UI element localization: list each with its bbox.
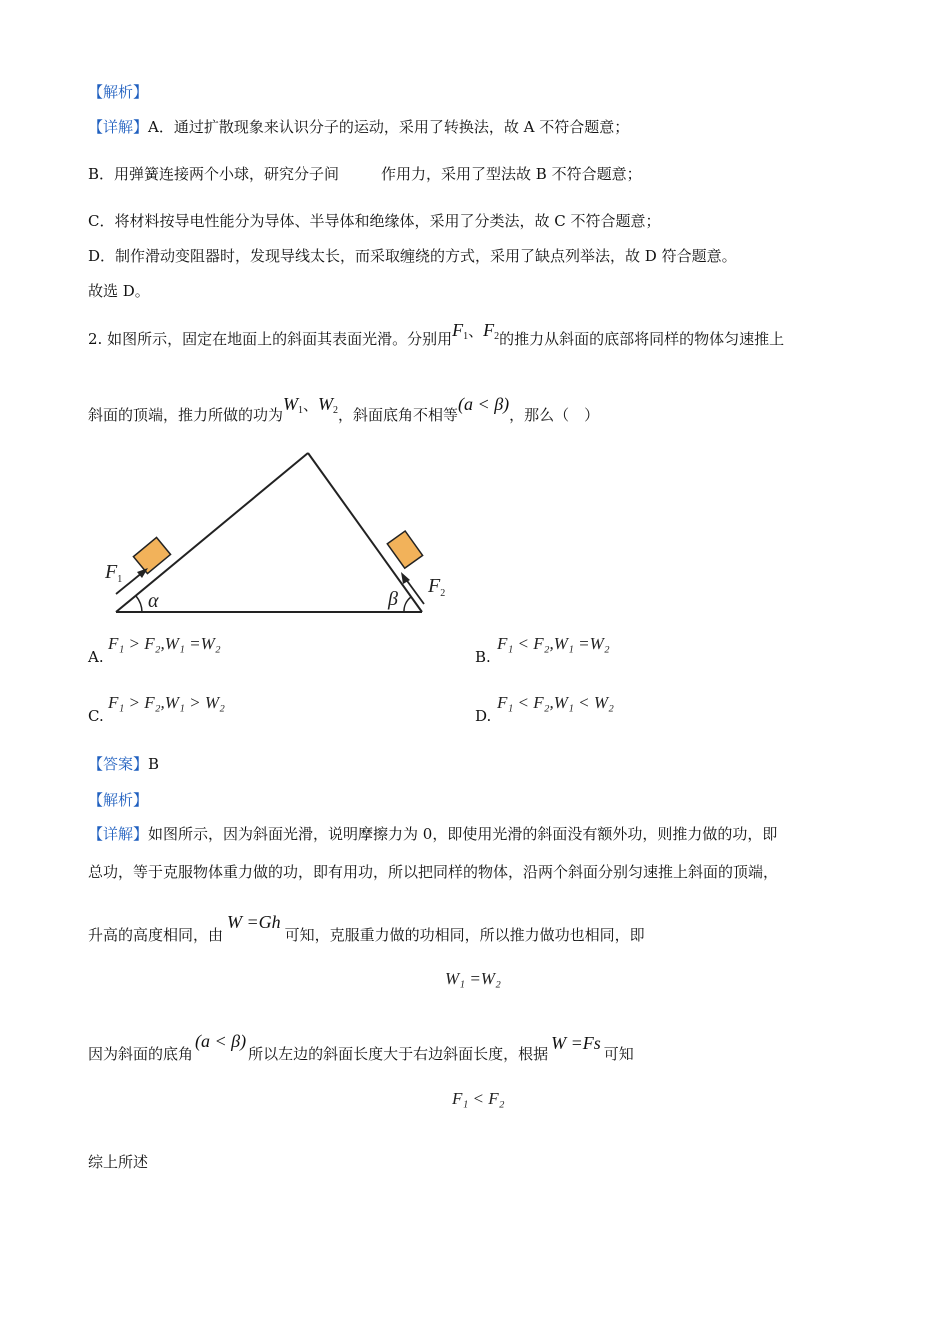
q2-intro-tail: 的推力从斜面的底部将同样的物体匀速推上	[499, 330, 785, 348]
left-slope	[116, 453, 308, 612]
conclusion-1: 故选 D。	[88, 282, 150, 300]
analysis-2-line4-tail: 可知	[603, 1045, 634, 1063]
option-b-formula: F₁ < F₂,W₁ =W₂	[497, 634, 610, 653]
figure-label-f1: $F_1$	[105, 561, 123, 585]
detail-2-tag: 【详解】	[88, 825, 149, 843]
option-b-letter: B.	[475, 648, 491, 666]
left-block	[133, 537, 170, 573]
f1-symbol: $F_1$	[452, 320, 469, 342]
option-a-letter: A.	[88, 648, 104, 666]
question-2-line-2: 斜面的顶端，推力所做的功为$W_1$、$W_2$，斜面底角不相等(a < β)，那么（ ）	[88, 394, 600, 424]
answer-line	[88, 754, 159, 774]
formula-w-gh: W =Gh	[227, 912, 281, 932]
analysis-2-line4-start: 因为斜面的底角	[88, 1045, 194, 1063]
right-block	[387, 531, 422, 568]
q2-line2-tail: ，那么（ ）	[509, 406, 600, 424]
option-d-formula: F₁ < F₂,W₁ < W₂	[497, 693, 614, 712]
angle-condition: (a < β)	[458, 394, 510, 414]
summary-line: 综上所述	[88, 1153, 149, 1171]
analysis-2-line4-mid: 所以左边的斜面长度大于右边斜面长度，根据	[248, 1045, 549, 1063]
q2-line2-start: 斜面的顶端，推力所做的功为	[88, 406, 284, 424]
answer-value: B	[148, 755, 160, 773]
q2-sep: 、	[468, 322, 484, 340]
detail-text-b2: 作用力，采用了型法故 B 不符合题意；	[381, 165, 642, 183]
analysis-2-tag: 【解析】	[88, 791, 149, 809]
detail-line-d: D．制作滑动变阻器时，发现导线太长，而采取缠绕的方式，采用了缺点列举法，故 D 符合题意。	[88, 247, 737, 265]
detail-text-a: A．通过扩散现象来认识分子的运动，采用了转换法，故 A 不符合题意；	[148, 118, 630, 136]
option-d-letter: D.	[475, 707, 492, 725]
formula-w-fs: W =Fs	[551, 1033, 601, 1053]
analysis-2-line-2: 总功，等于克服物体重力做的功，即有用功，所以把同样的物体，沿两个斜面分别匀速推上斜面的顶端，	[88, 863, 779, 881]
figure-label-beta: β	[388, 588, 398, 610]
option-c-formula: F₁ > F₂,W₁ > W₂	[108, 693, 225, 712]
analysis-2-line-4	[88, 1031, 634, 1064]
alpha-arc	[136, 596, 142, 612]
option-a-formula: F₁ > F₂,W₁ =W₂	[108, 634, 221, 653]
beta-arc	[404, 597, 411, 612]
figure-label-f2: $F_2$	[428, 575, 446, 599]
analysis-2-line-1	[88, 824, 777, 844]
detail-tag: 【详解】	[88, 118, 149, 136]
option-c-letter: C.	[88, 707, 104, 725]
angle-condition-2: (a < β)	[195, 1031, 247, 1051]
w1-symbol: $W_1$	[283, 394, 304, 416]
q2-intro: 2. 如图所示，固定在地面上的斜面其表面光滑。分别用	[88, 330, 453, 348]
analysis-2-line-3	[88, 912, 645, 945]
f2-symbol: $F_2$	[483, 320, 500, 342]
analysis-2-line3-tail: 可知，克服重力做的功相同，所以推力做功也相同，即	[284, 926, 645, 944]
q2-line2-mid: ，斜面底角不相等	[338, 406, 459, 424]
figure-label-alpha: α	[148, 590, 159, 612]
w2-symbol: $W_2$	[318, 394, 339, 416]
equation-w1-w2: W₁ =W₂	[445, 969, 501, 988]
detail-text-b1: B．用弹簧连接两个小球，研究分子间	[88, 165, 340, 183]
answer-tag: 【答案】	[88, 755, 149, 773]
analysis-2-line3-start: 升高的高度相同，由	[88, 926, 224, 944]
analysis-2-text-1: 如图所示，因为斜面光滑，说明摩擦力为 0，即使用光滑的斜面没有额外功，则推力做的功，即	[148, 825, 778, 843]
equation-f1-f2: F₁ < F₂	[452, 1089, 505, 1108]
detail-line-c: C．将材料按导电性能分为导体、半导体和绝缘体，采用了分类法，故 C 不符合题意；	[88, 212, 661, 230]
analysis-tag: 【解析】	[88, 83, 149, 101]
